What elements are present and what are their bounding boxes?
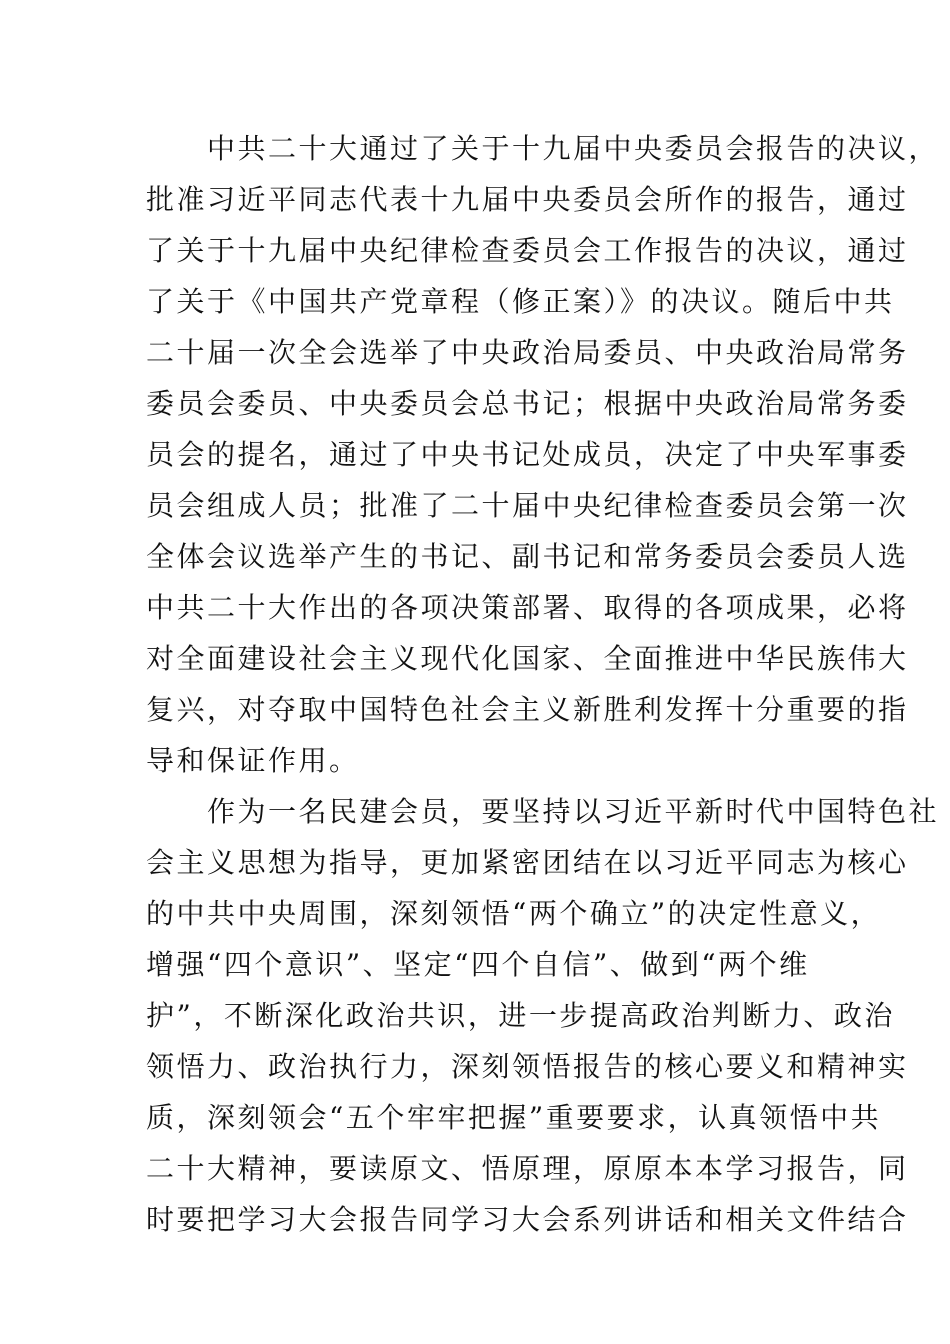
text-line: 二十大精神，要读原文、悟原理，原原本本学习报告，同 bbox=[146, 1152, 909, 1185]
text-line: 质，深刻领会“五个牢牢把握”重要要求，认真领悟中共 bbox=[146, 1101, 882, 1134]
text-line: 了关于《中国共产党章程（修正案）》的决议。随后中共 bbox=[146, 285, 895, 318]
text-line: 委员会委员、中央委员会总书记；根据中央政治局常务委 bbox=[146, 387, 909, 420]
text-line: 员会组成人员；批准了二十届中央纪律检查委员会第一次 bbox=[146, 489, 909, 522]
text-line: 二十届一次全会选举了中央政治局委员、中央政治局常务 bbox=[146, 336, 909, 369]
text-line: 时要把学习大会报告同学习大会系列讲话和相关文件结合 bbox=[146, 1203, 909, 1236]
text-line: 了关于十九届中央纪律检查委员会工作报告的决议，通过 bbox=[146, 234, 909, 267]
text-line: 批准习近平同志代表十九届中央委员会所作的报告，通过 bbox=[146, 183, 909, 216]
text-line: 护”，不断深化政治共识，进一步提高政治判断力、政治 bbox=[146, 999, 895, 1032]
text-line: 中共二十大通过了关于十九届中央委员会报告的决议， bbox=[146, 132, 940, 165]
text-line: 增强“四个意识”、坚定“四个自信”、做到“两个维 bbox=[146, 948, 810, 981]
text-line: 会主义思想为指导，更加紧密团结在以习近平同志为核心 bbox=[146, 846, 909, 879]
text-line: 导和保证作用。 bbox=[146, 744, 360, 777]
text-line: 中共二十大作出的各项决策部署、取得的各项成果，必将 bbox=[146, 591, 909, 624]
text-line: 复兴，对夺取中国特色社会主义新胜利发挥十分重要的指 bbox=[146, 693, 909, 726]
text-line: 员会的提名，通过了中央书记处成员，决定了中央军事委 bbox=[146, 438, 909, 471]
text-line: 作为一名民建会员，要坚持以习近平新时代中国特色社 bbox=[146, 795, 940, 828]
document-body bbox=[146, 123, 940, 1245]
text-line: 全体会议选举产生的书记、副书记和常务委员会委员人选 bbox=[146, 540, 909, 573]
text-line: 对全面建设社会主义现代化国家、全面推进中华民族伟大 bbox=[146, 642, 909, 675]
text-line: 领悟力、政治执行力，深刻领悟报告的核心要义和精神实 bbox=[146, 1050, 909, 1083]
text-line: 的中共中央周围，深刻领悟“两个确立”的决定性意义， bbox=[146, 897, 882, 930]
